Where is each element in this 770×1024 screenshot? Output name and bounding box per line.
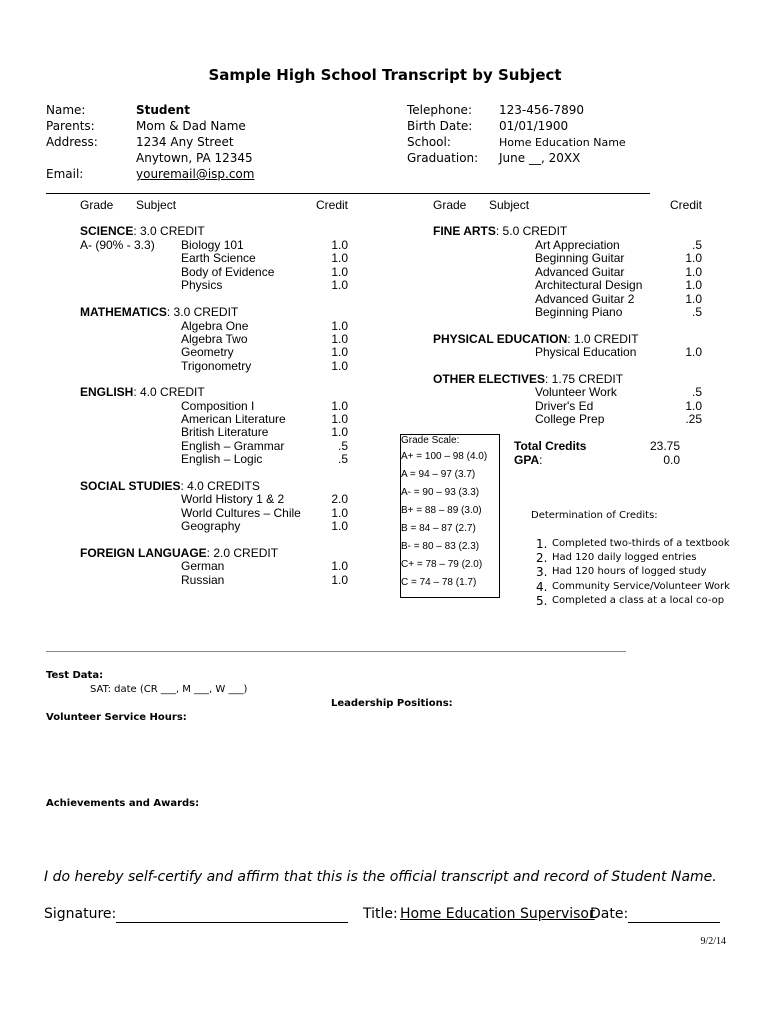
course-credit: 1.0 <box>331 319 348 333</box>
section-divider <box>46 651 626 652</box>
volunteer-label: Volunteer Service Hours: <box>46 712 187 723</box>
grade-scale-row: C = 74 – 78 (1.7) <box>401 577 477 588</box>
course-subject: Architectural Design <box>535 278 643 292</box>
course-subject: British Literature <box>181 425 269 439</box>
telephone-value: 123-456-7890 <box>499 103 585 117</box>
grade-scale-row: C+ = 78 – 79 (2.0) <box>401 559 483 570</box>
student-name: Student <box>136 103 190 117</box>
grade-scale-title: Grade Scale: <box>401 435 460 446</box>
course-subject: Advanced Guitar 2 <box>535 292 635 306</box>
course-subject: Algebra Two <box>181 332 248 346</box>
course-credit: 1.0 <box>331 345 348 359</box>
course-credit: 1.0 <box>331 573 348 587</box>
course-credit: 1.0 <box>331 506 348 520</box>
sat-line: SAT: date (CR ___, M ___, W ___) <box>90 684 248 695</box>
grade-scale-row: B- = 80 – 83 (2.3) <box>401 541 480 552</box>
total-credits-label: Total Credits <box>514 439 587 453</box>
school-label: School: <box>407 135 451 149</box>
list-number: 2. <box>536 551 548 565</box>
date-label: Date: <box>590 906 629 922</box>
course-subject: Trigonometry <box>181 359 252 373</box>
course-subject: Advanced Guitar <box>535 265 625 279</box>
course-subject: Geography <box>181 519 241 533</box>
graduation-label: Graduation: <box>407 151 479 165</box>
email-link[interactable]: youremail@isp.com <box>136 167 255 181</box>
signature-label: Signature: <box>44 906 117 922</box>
page-title: Sample High School Transcript by Subject <box>208 66 562 84</box>
course-subject: Geometry <box>181 345 234 359</box>
gpa-value: 0.0 <box>663 453 680 467</box>
course-subject: English – Grammar <box>181 439 285 453</box>
total-credits-value: 23.75 <box>649 439 680 453</box>
course-subject: Earth Science <box>181 251 256 265</box>
course-subject: English – Logic <box>181 452 263 466</box>
course-credit: 1.0 <box>331 265 348 279</box>
grade-scale-row: B = 84 – 87 (2.7) <box>401 523 476 534</box>
left-grade-header: Grade <box>80 198 114 212</box>
email-label: Email: <box>46 167 84 181</box>
header-divider <box>46 193 650 194</box>
determination-title: Determination of Credits: <box>531 510 658 521</box>
list-item: Had 120 daily logged entries <box>552 552 697 563</box>
birth-date-label: Birth Date: <box>407 119 473 133</box>
course-credit: 1.0 <box>685 345 702 359</box>
right-credit-header: Credit <box>670 198 703 212</box>
course-subject: College Prep <box>535 412 605 426</box>
list-item: Community Service/Volunteer Work <box>552 581 730 592</box>
right-subject-header: Subject <box>489 198 530 212</box>
section-heading: PHYSICAL EDUCATION: 1.0 CREDIT <box>433 332 639 346</box>
section-heading: MATHEMATICS: 3.0 CREDIT <box>80 305 239 319</box>
course-subject: Biology 101 <box>181 238 244 252</box>
course-credit: .5 <box>691 385 702 399</box>
birth-date-value: 01/01/1900 <box>499 119 569 133</box>
course-subject: Driver's Ed <box>535 399 594 413</box>
title-value: Home Education Supervisor <box>400 906 595 922</box>
grade-scale-row: A = 94 – 97 (3.7) <box>401 469 476 480</box>
section-heading: FINE ARTS: 5.0 CREDIT <box>433 224 568 238</box>
course-credit: 1.0 <box>685 292 702 306</box>
list-item: Completed two-thirds of a textbook <box>552 538 730 549</box>
grade-scale-row: A+ = 100 – 98 (4.0) <box>401 451 488 462</box>
left-subject-header: Subject <box>136 198 177 212</box>
address-label: Address: <box>46 135 98 149</box>
course-credit: .5 <box>691 305 702 319</box>
course-subject: World Cultures – Chile <box>181 506 301 520</box>
footer-date: 9/2/14 <box>700 936 726 947</box>
course-credit: 1.0 <box>685 278 702 292</box>
parents-value: Mom & Dad Name <box>136 119 246 133</box>
parents-label: Parents: <box>46 119 95 133</box>
section-heading: FOREIGN LANGUAGE: 2.0 CREDIT <box>80 546 279 560</box>
course-subject: Art Appreciation <box>535 238 620 252</box>
grade-scale-row: A- = 90 – 93 (3.3) <box>401 487 480 498</box>
course-subject: German <box>181 559 225 573</box>
course-credit: .5 <box>337 439 348 453</box>
signature-line[interactable] <box>116 922 348 923</box>
course-credit: 1.0 <box>331 278 348 292</box>
course-credit: 1.0 <box>331 399 348 413</box>
achievements-label: Achievements and Awards: <box>46 798 200 809</box>
course-subject: American Literature <box>181 412 286 426</box>
section-heading: SOCIAL STUDIES: 4.0 CREDITS <box>80 479 260 493</box>
course-subject: Beginning Guitar <box>535 251 625 265</box>
gpa-label: GPA: <box>514 453 543 467</box>
list-number: 4. <box>536 580 548 594</box>
right-grade-header: Grade <box>433 198 467 212</box>
course-credit: 1.0 <box>331 425 348 439</box>
list-item: Had 120 hours of logged study <box>552 566 707 577</box>
test-data-label: Test Data: <box>46 670 104 681</box>
list-item: Completed a class at a local co-op <box>552 595 725 606</box>
date-line[interactable] <box>628 922 720 923</box>
list-number: 3. <box>536 565 548 579</box>
course-credit: 1.0 <box>685 265 702 279</box>
address-line2: Anytown, PA 12345 <box>136 151 253 165</box>
section-heading: OTHER ELECTIVES: 1.75 CREDIT <box>433 372 624 386</box>
section-heading: SCIENCE: 3.0 CREDIT <box>80 224 205 238</box>
course-credit: 1.0 <box>331 519 348 533</box>
course-credit: 1.0 <box>331 251 348 265</box>
address-line1: 1234 Any Street <box>136 135 234 149</box>
grade-note: A- (90% - 3.3) <box>80 238 155 252</box>
certification-statement: I do hereby self-certify and affirm that this is the official transcript and record of Student Name. <box>44 869 717 885</box>
title-label: Title: <box>363 906 398 922</box>
course-credit: 1.0 <box>685 251 702 265</box>
course-credit: 1.0 <box>685 399 702 413</box>
course-subject: World History 1 & 2 <box>181 492 285 506</box>
course-subject: Physics <box>181 278 223 292</box>
leadership-label: Leadership Positions: <box>331 698 453 709</box>
telephone-label: Telephone: <box>407 103 472 117</box>
school-value: Home Education Name <box>499 136 626 149</box>
course-credit: .25 <box>685 412 702 426</box>
course-credit: 2.0 <box>331 492 348 506</box>
course-credit: 1.0 <box>331 332 348 346</box>
course-subject: Volunteer Work <box>535 385 617 399</box>
graduation-value: June __, 20XX <box>499 151 581 165</box>
course-subject: Composition I <box>181 399 255 413</box>
list-number: 5. <box>536 594 548 608</box>
course-subject: Algebra One <box>181 319 249 333</box>
course-credit: .5 <box>691 238 702 252</box>
course-credit: 1.0 <box>331 412 348 426</box>
course-credit: 1.0 <box>331 238 348 252</box>
course-credit: 1.0 <box>331 559 348 573</box>
course-subject: Beginning Piano <box>535 305 623 319</box>
section-heading: ENGLISH: 4.0 CREDIT <box>80 385 205 399</box>
grade-scale-row: B+ = 88 – 89 (3.0) <box>401 505 482 516</box>
list-number: 1. <box>536 537 548 551</box>
course-subject: Russian <box>181 573 225 587</box>
course-subject: Physical Education <box>535 345 637 359</box>
grade-scale-box <box>400 434 500 598</box>
name-label: Name: <box>46 103 86 117</box>
course-subject: Body of Evidence <box>181 265 275 279</box>
course-credit: .5 <box>337 452 348 466</box>
course-credit: 1.0 <box>331 359 348 373</box>
left-credit-header: Credit <box>316 198 349 212</box>
